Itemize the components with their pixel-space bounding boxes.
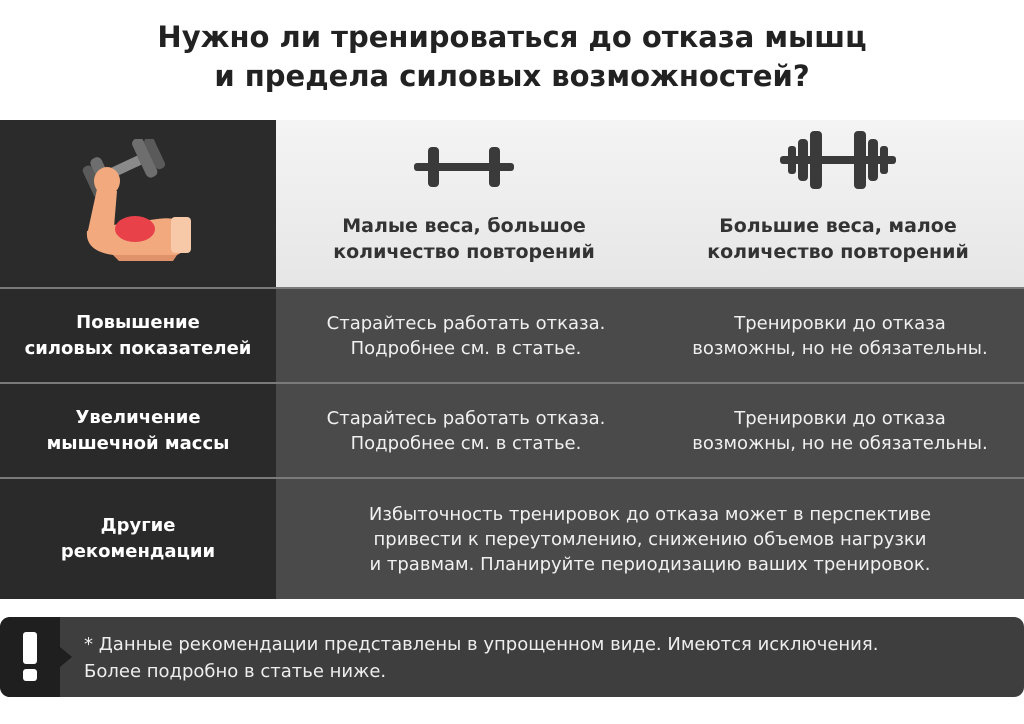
row-label-other-line2: рекомендации xyxy=(60,541,216,562)
footnote-banner xyxy=(0,617,1024,697)
cell-mass-heavy xyxy=(656,384,1024,477)
cell-other-recommendations xyxy=(276,479,1024,599)
column-header-heavy-line1: Большие веса, малое xyxy=(719,215,957,237)
cell-strength-heavy-line2: возможны, но не обязательны. xyxy=(692,337,988,359)
column-header-heavy-line2: количество повторений xyxy=(707,241,969,263)
note-badge xyxy=(0,617,60,697)
column-header-light-line1: Малые веса, большое xyxy=(342,215,586,237)
light-barbell-icon xyxy=(414,143,514,191)
cell-strength-light xyxy=(276,289,656,382)
row-label-strength xyxy=(0,289,276,382)
heavy-barbell-icon xyxy=(780,129,896,191)
comparison-table xyxy=(0,120,1024,599)
row-label-mass-line2: мышечной массы xyxy=(46,432,230,454)
footnote-line1: * Данные рекомендации представлены в упрощенном виде. Имеются исключения. xyxy=(84,634,879,655)
title-line-2: и предела силовых возможностей? xyxy=(214,59,810,93)
footnote-text xyxy=(84,631,878,685)
cell-strength-heavy xyxy=(656,289,1024,382)
cell-mass-heavy-line1: Тренировки до отказа xyxy=(734,407,946,429)
cell-mass-light-line1: Старайтесь работать отказа. xyxy=(326,407,606,429)
page-title xyxy=(0,18,1024,96)
cell-strength-light-line1: Старайтесь работать отказа. xyxy=(326,312,606,334)
bicep-dumbbell-icon xyxy=(73,139,203,269)
column-header-light-line2: количество повторений xyxy=(333,241,595,263)
title-line-1: Нужно ли тренироваться до отказа мышц xyxy=(157,20,867,54)
column-header-heavy xyxy=(652,120,1024,287)
row-label-strength-line1: Повышение xyxy=(76,311,200,333)
cell-strength-light-line2: Подробнее см. в статье. xyxy=(350,337,582,359)
cell-mass-light-line2: Подробнее см. в статье. xyxy=(350,432,582,454)
cell-other-line1: Избыточность тренировок до отказа может в перспективе xyxy=(368,503,932,525)
cell-other-line2: привести к переутомлению, снижению объемов нагрузки xyxy=(373,528,927,550)
cell-mass-heavy-line2: возможны, но не обязательны. xyxy=(692,432,988,454)
row-label-mass-line1: Увеличение xyxy=(75,406,201,428)
cell-other-line3: и травмам. Планируйте периодизацию ваших тренировок. xyxy=(369,553,931,575)
footnote-line2: Более подробно в статье ниже. xyxy=(84,661,387,682)
column-header-light xyxy=(276,120,652,287)
cell-strength-heavy-line1: Тренировки до отказа xyxy=(734,312,946,334)
cell-mass-light xyxy=(276,384,656,477)
row-label-other xyxy=(0,479,276,599)
row-label-mass xyxy=(0,384,276,477)
note-pointer xyxy=(60,647,72,667)
exclamation-icon xyxy=(19,632,41,682)
header-icon-cell xyxy=(0,120,276,287)
row-label-strength-line2: силовых показателей xyxy=(24,337,252,359)
row-label-other-line1: Другие xyxy=(100,515,176,536)
